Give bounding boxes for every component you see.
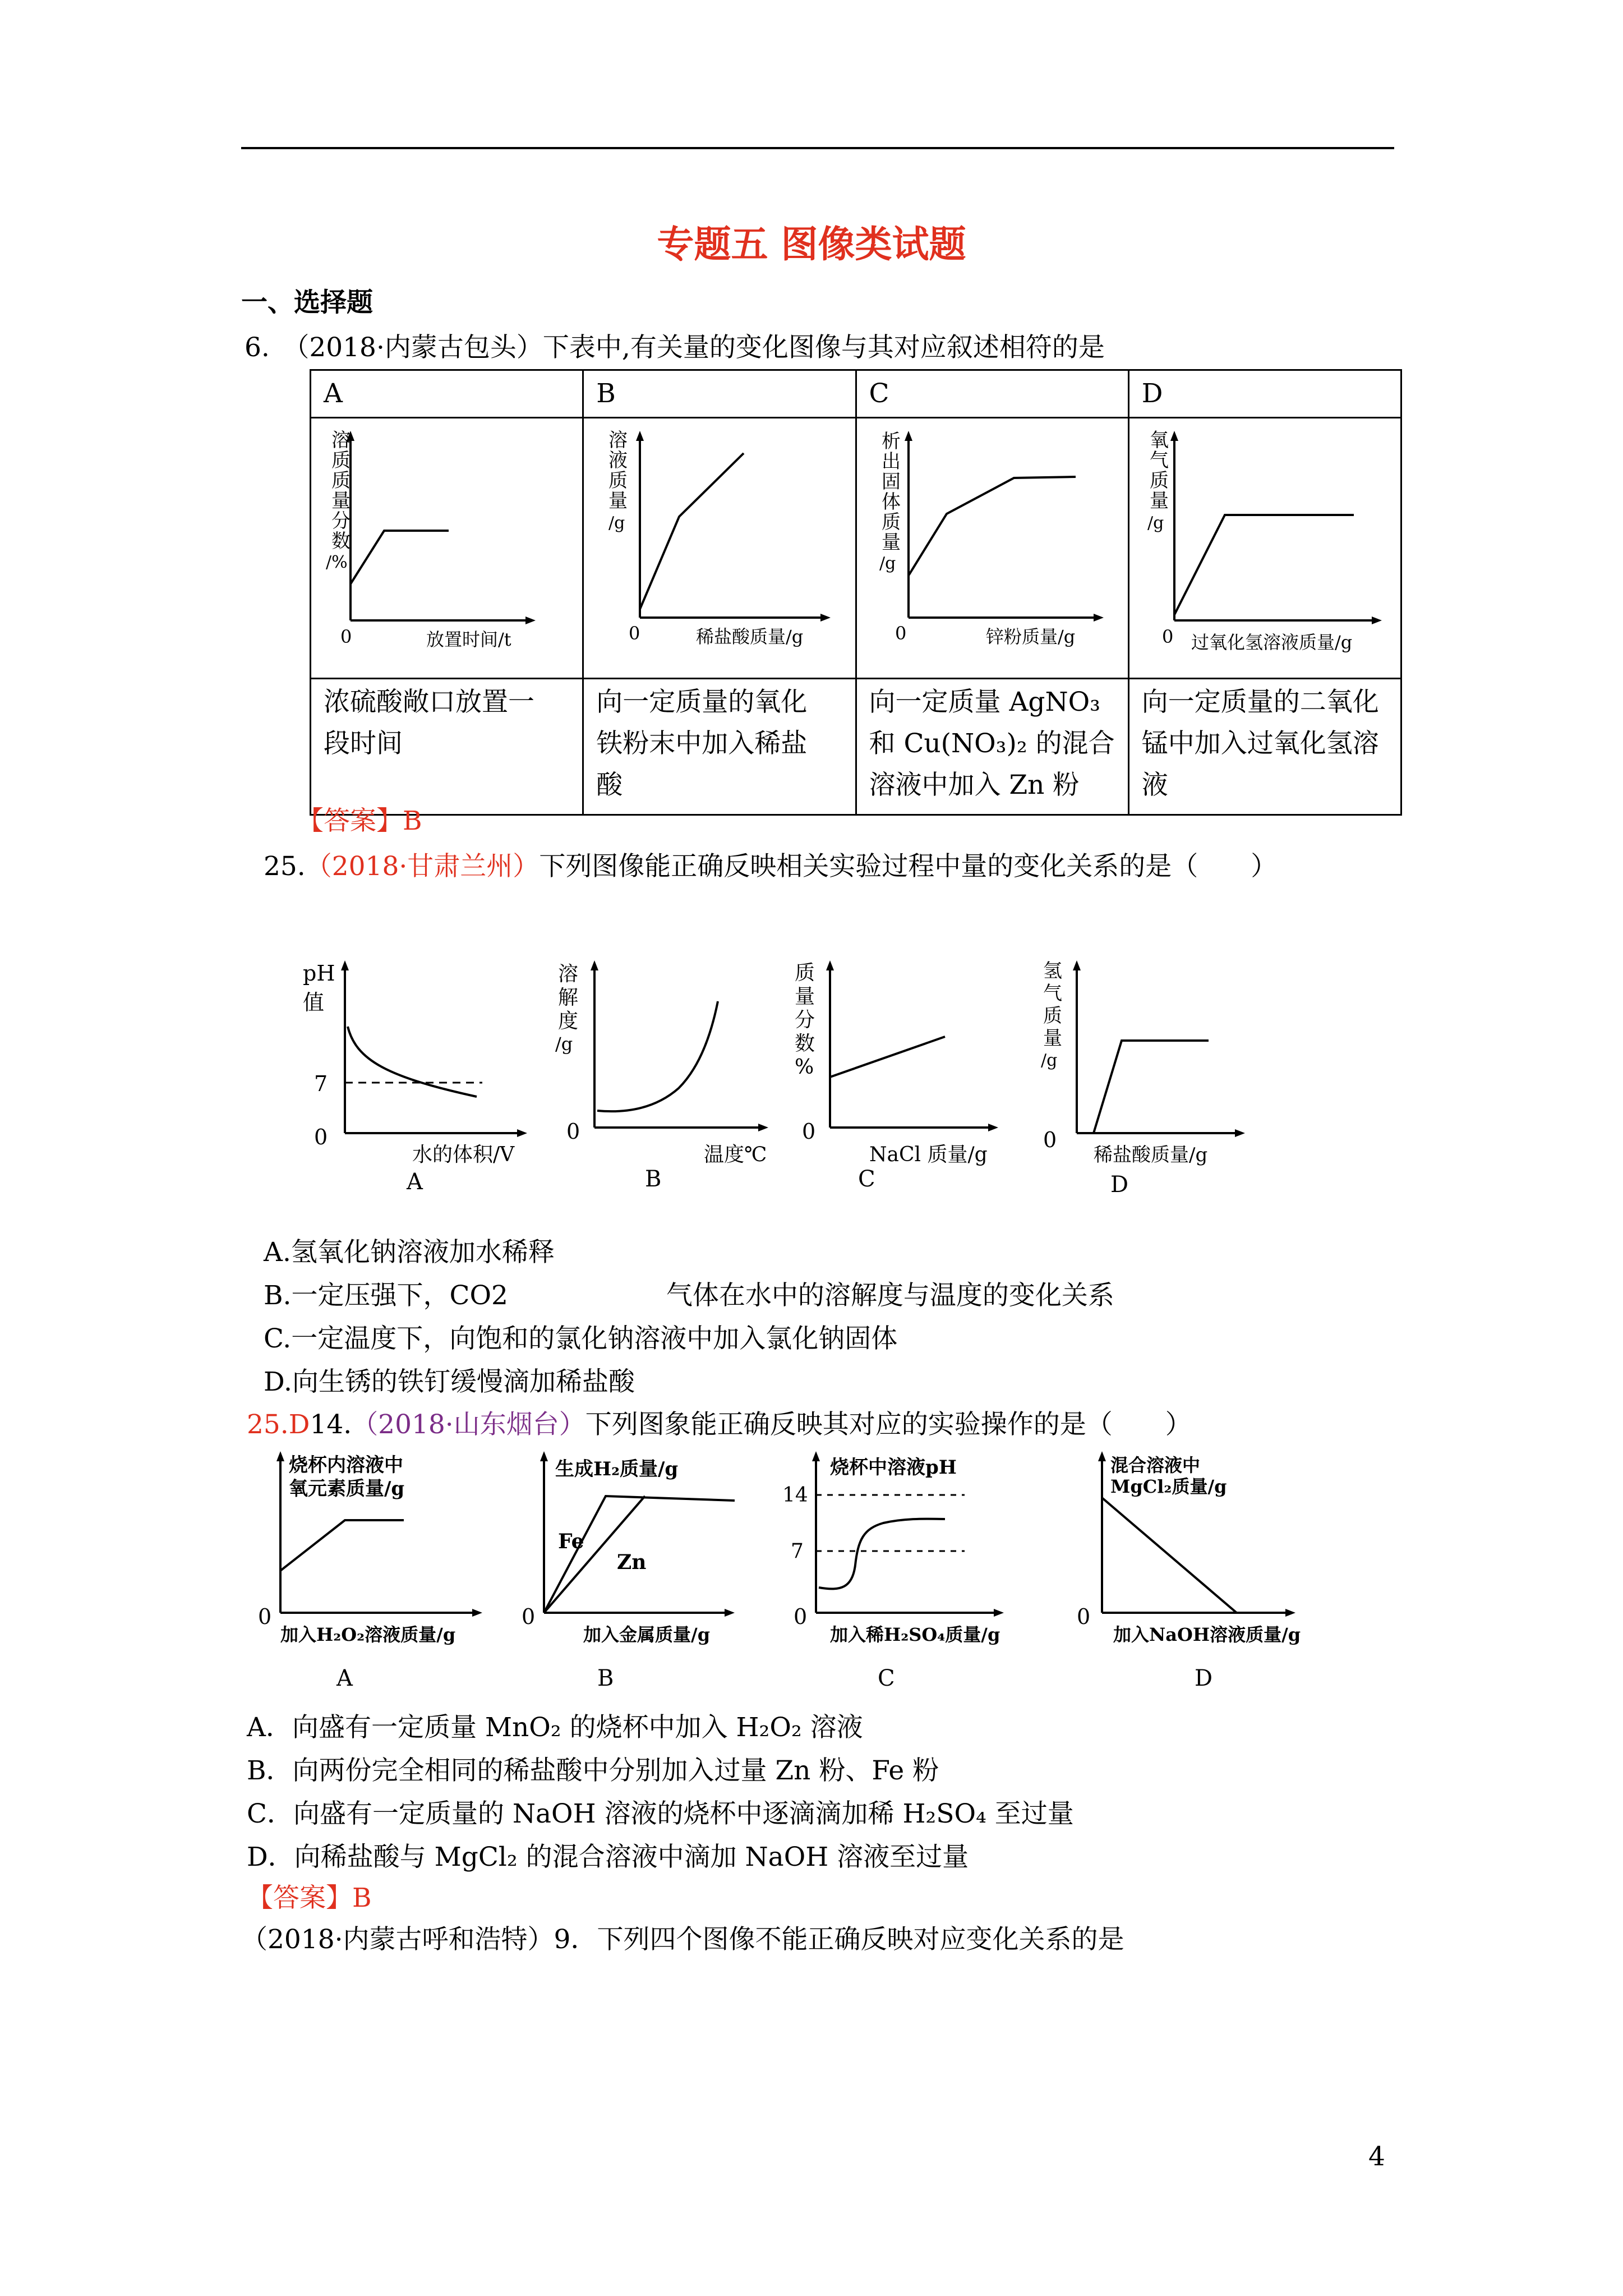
origin-label: 0 xyxy=(1043,1128,1057,1152)
q6-graph-d-cell xyxy=(1128,418,1401,679)
desc-line: 向一定质量的二氧化 xyxy=(1141,687,1379,717)
q25-stem: 下列图像能正确反映相关实验过程中量的变化关系的是（ ） xyxy=(539,851,1278,882)
q6-graph-a-cell xyxy=(311,418,583,679)
q6-header-b: B xyxy=(583,370,856,418)
y-label: 质 xyxy=(795,961,815,984)
q14-option-c: C．向盛有一定质量的 NaOH 溶液的烧杯中逐滴滴加稀 H₂SO₄ 至过量 xyxy=(247,1798,1074,1829)
y-arrow-icon xyxy=(1170,431,1178,441)
desc-line: 锰中加入过氧化氢溶 xyxy=(1141,728,1379,759)
x-label: 温度℃ xyxy=(704,1143,767,1166)
q25-source: （2018·甘肃兰州） xyxy=(305,851,540,882)
x-arrow-icon xyxy=(1235,1129,1245,1137)
curve xyxy=(819,1519,945,1589)
x-arrow-icon xyxy=(758,1124,768,1131)
title-line: MgCl₂质量/g xyxy=(1110,1476,1227,1497)
q14-stem-line xyxy=(247,1408,1192,1442)
q25-graph-b xyxy=(555,960,768,1192)
y-label-char: 量 xyxy=(881,531,901,554)
q25-number: 25. xyxy=(264,851,306,882)
origin-label: 0 xyxy=(258,1604,272,1629)
q6-graph-d xyxy=(1129,418,1393,665)
y-label: 值 xyxy=(303,990,325,1015)
y-label: 量 xyxy=(1043,1027,1062,1050)
desc-line: 铁粉末中加入稀盐 xyxy=(596,728,808,759)
y-arrow-icon xyxy=(826,960,834,970)
origin-label: 0 xyxy=(340,626,352,647)
x-label: 过氧化氢溶液质量/g xyxy=(1191,632,1353,653)
q14-option-a: A．向盛有一定质量 MnO₂ 的烧杯中加入 H₂O₂ 溶液 xyxy=(247,1712,863,1743)
y-label-char: 溶 xyxy=(331,429,351,452)
x-arrow-icon xyxy=(994,1609,1004,1617)
y-label-char: /g xyxy=(608,513,625,533)
graph-letter: C xyxy=(878,1665,895,1691)
graph-letter: D xyxy=(1110,1172,1129,1198)
y-label: /g xyxy=(1041,1051,1058,1070)
title-line: 烧杯内溶液中 xyxy=(289,1454,403,1476)
q14-graph-d xyxy=(1077,1451,1301,1691)
desc-line: 向一定质量 AgNO₃ xyxy=(869,687,1100,717)
y-label-char: 气 xyxy=(1149,449,1169,472)
y-label: % xyxy=(795,1056,814,1079)
x-label: 锌粉质量/g xyxy=(985,626,1075,647)
q6-graph-a xyxy=(311,418,575,665)
y-arrow-icon xyxy=(591,960,598,970)
desc-line: 液 xyxy=(1141,770,1168,800)
x-label: 加入金属质量/g xyxy=(583,1624,711,1645)
y-arrow-icon xyxy=(812,1451,820,1461)
q6-graph-c-cell xyxy=(856,418,1128,679)
x-arrow-icon xyxy=(525,616,536,624)
q14-graph-a xyxy=(258,1451,482,1691)
q14-option-b: B．向两份完全相同的稀盐酸中分别加入过量 Zn 粉、Fe 粉 xyxy=(247,1755,939,1786)
q6-desc-c xyxy=(856,679,1128,815)
tick-14: 14 xyxy=(782,1484,808,1507)
origin-label: 0 xyxy=(566,1119,580,1144)
q25-option-c: C.一定温度下，向饱和的氯化钠溶液中加入氯化钠固体 xyxy=(264,1323,898,1354)
q14-graph-b xyxy=(522,1451,735,1691)
y-label: 度 xyxy=(558,1010,579,1033)
desc-line: 浓硫酸敞口放置一 xyxy=(324,687,534,717)
graph-letter: A xyxy=(407,1169,423,1195)
y-arrow-icon xyxy=(540,1451,548,1461)
desc-line: 向一定质量的氧化 xyxy=(596,687,808,717)
x-arrow-icon xyxy=(1285,1609,1295,1617)
x-arrow-icon xyxy=(820,614,831,622)
q25-graph-a xyxy=(303,960,527,1195)
origin-label: 0 xyxy=(629,623,640,644)
x-arrow-icon xyxy=(1372,616,1382,624)
y-label-char: /g xyxy=(1147,513,1164,533)
tick-label: 7 xyxy=(314,1071,328,1096)
origin-label: 0 xyxy=(802,1119,816,1144)
graph-letter: B xyxy=(645,1166,662,1192)
y-label: pH xyxy=(303,961,335,986)
y-label-char: 体 xyxy=(881,491,901,513)
graph-letter: B xyxy=(597,1665,614,1691)
graph-letter: D xyxy=(1195,1665,1213,1691)
y-label-char: /g xyxy=(879,554,896,573)
title-line: 烧杯中溶液pH xyxy=(830,1456,957,1479)
x-label: 加入NaOH溶液质量/g xyxy=(1113,1624,1301,1645)
q9-stem: （2018·内蒙古呼和浩特）9．下列四个图像不能正确反映对应变化关系的是 xyxy=(241,1924,1124,1955)
q6-answer: 【答案】B xyxy=(297,806,422,836)
q6-header-d: D xyxy=(1128,370,1401,418)
x-label: 水的体积/V xyxy=(412,1143,515,1166)
origin-label: 0 xyxy=(522,1604,536,1629)
x-label: 加入H₂O₂溶液质量/g xyxy=(280,1624,456,1645)
q6-desc-b xyxy=(583,679,856,815)
y-label-char: 出 xyxy=(881,450,901,473)
y-label-char: 质 xyxy=(608,470,628,492)
curve xyxy=(1077,1041,1209,1133)
curve xyxy=(640,453,744,609)
desc-line: 酸 xyxy=(596,770,623,800)
curve xyxy=(351,531,449,584)
origin-label: 0 xyxy=(314,1125,328,1149)
graph-letter: C xyxy=(858,1166,875,1192)
y-label-char: 液 xyxy=(608,449,628,472)
x-arrow-icon xyxy=(472,1609,482,1617)
y-label-char: 溶 xyxy=(608,429,628,452)
x-label: 稀盐酸质量/g xyxy=(1094,1144,1208,1166)
y-label-char: /% xyxy=(326,553,348,572)
q25-graph-d xyxy=(1041,960,1245,1198)
q25-option-d: D.向生锈的铁钉缓慢滴加稀盐酸 xyxy=(264,1366,635,1397)
origin-label: 0 xyxy=(1077,1604,1091,1629)
y-label: 气 xyxy=(1043,982,1062,1005)
q6-graph-c xyxy=(857,418,1121,665)
curve xyxy=(280,1520,404,1571)
title-line: 氧元素质量/g xyxy=(289,1478,405,1500)
origin-label: 0 xyxy=(794,1604,808,1629)
q14-option-d: D．向稀盐酸与 MgCl₂ 的混合溶液中滴加 NaOH 溶液至过量 xyxy=(247,1842,969,1872)
desc-line: 和 Cu(NO₃)₂ 的混合 xyxy=(869,728,1115,759)
label-fe: Fe xyxy=(558,1530,584,1553)
q6-table xyxy=(310,369,1402,816)
q25-option-a: A.氢氧化钠溶液加水稀释 xyxy=(264,1237,555,1268)
origin-label: 0 xyxy=(895,623,906,644)
x-arrow-icon xyxy=(988,1124,998,1131)
y-label: 分 xyxy=(795,1009,815,1032)
q6-graph-b xyxy=(584,418,847,665)
curve xyxy=(830,1037,945,1077)
q14-prefix: 25.D xyxy=(247,1409,310,1440)
q14-source: （2018·山东烟台） xyxy=(352,1409,585,1440)
q14-answer: 【答案】B xyxy=(247,1883,372,1913)
q25-graph-c xyxy=(795,960,998,1192)
q25-stem-line xyxy=(264,850,1277,884)
y-label-char: 量 xyxy=(1149,490,1169,512)
y-label-char: 质 xyxy=(881,511,901,533)
y-arrow-icon xyxy=(1098,1451,1106,1461)
desc-line: 溶液中加入 Zn 粉 xyxy=(869,770,1080,800)
q6-header-a: A xyxy=(311,370,583,418)
y-label-char: 量 xyxy=(331,490,351,512)
y-arrow-icon xyxy=(636,431,644,441)
y-label-char: 数 xyxy=(331,530,351,553)
y-label-char: 析 xyxy=(881,430,901,453)
y-arrow-icon xyxy=(276,1451,284,1461)
y-label: 质 xyxy=(1043,1005,1062,1027)
q14-graphs xyxy=(247,1444,1346,1708)
x-label: 放置时间/t xyxy=(426,629,511,650)
curve xyxy=(597,1001,718,1111)
q6-header-c: C xyxy=(856,370,1128,418)
y-label: 解 xyxy=(558,986,579,1009)
q6-desc-d xyxy=(1128,679,1401,815)
y-label-char: 量 xyxy=(608,490,628,512)
x-label: NaCl 质量/g xyxy=(869,1143,988,1166)
header-rule xyxy=(241,147,1394,149)
q14-graph-c xyxy=(782,1451,1004,1691)
q6-desc-a xyxy=(311,679,583,815)
q25-graphs xyxy=(292,954,1273,1212)
y-arrow-icon xyxy=(905,431,912,441)
x-label: 加入稀H₂SO₄质量/g xyxy=(830,1624,1000,1645)
y-label: 量 xyxy=(795,985,815,1008)
tick-7: 7 xyxy=(791,1540,804,1563)
y-label: 溶 xyxy=(558,963,579,986)
page-title: 专题五 图像类试题 xyxy=(657,223,966,266)
origin-label: 0 xyxy=(1161,626,1174,647)
q25-option-b: B.一定压强下，CO2 气体在水中的溶解度与温度的变化关系 xyxy=(264,1280,1114,1311)
y-label-char: 固 xyxy=(881,471,901,493)
graph-letter: A xyxy=(336,1665,353,1691)
curve xyxy=(1102,1498,1237,1613)
curve xyxy=(348,1027,477,1097)
y-label-char: 质 xyxy=(331,470,351,492)
y-arrow-icon xyxy=(341,960,349,970)
y-label: 氢 xyxy=(1043,960,1062,982)
x-arrow-icon xyxy=(517,1129,527,1137)
y-label-char: 质 xyxy=(331,449,351,472)
curve xyxy=(909,477,1076,576)
y-label: /g xyxy=(555,1033,573,1055)
title-line: 混合溶液中 xyxy=(1110,1455,1201,1476)
q6-graph-b-cell xyxy=(583,418,856,679)
q6-stem: 6. （2018·内蒙古包头）下表中,有关量的变化图像与其对应叙述相符的是 xyxy=(245,332,1105,363)
curve xyxy=(1174,515,1354,615)
x-arrow-icon xyxy=(1094,614,1104,622)
page-number: 4 xyxy=(1368,2141,1385,2172)
title-line: 生成H₂质量/g xyxy=(555,1458,679,1480)
y-label-char: 分 xyxy=(331,510,351,532)
q14-stem: 下列图象能正确反映其对应的实验操作的是（ ） xyxy=(585,1409,1192,1440)
desc-line: 段时间 xyxy=(324,728,403,759)
y-label-char: 质 xyxy=(1149,470,1169,492)
section-heading: 一、选择题 xyxy=(241,287,373,318)
x-label: 稀盐酸质量/g xyxy=(696,626,804,647)
q14-number: 14. xyxy=(310,1409,352,1440)
label-zn: Zn xyxy=(617,1550,647,1574)
y-arrow-icon xyxy=(1073,960,1081,970)
y-label: 数 xyxy=(795,1032,815,1055)
x-arrow-icon xyxy=(725,1609,735,1617)
y-label-char: 氧 xyxy=(1149,429,1169,452)
